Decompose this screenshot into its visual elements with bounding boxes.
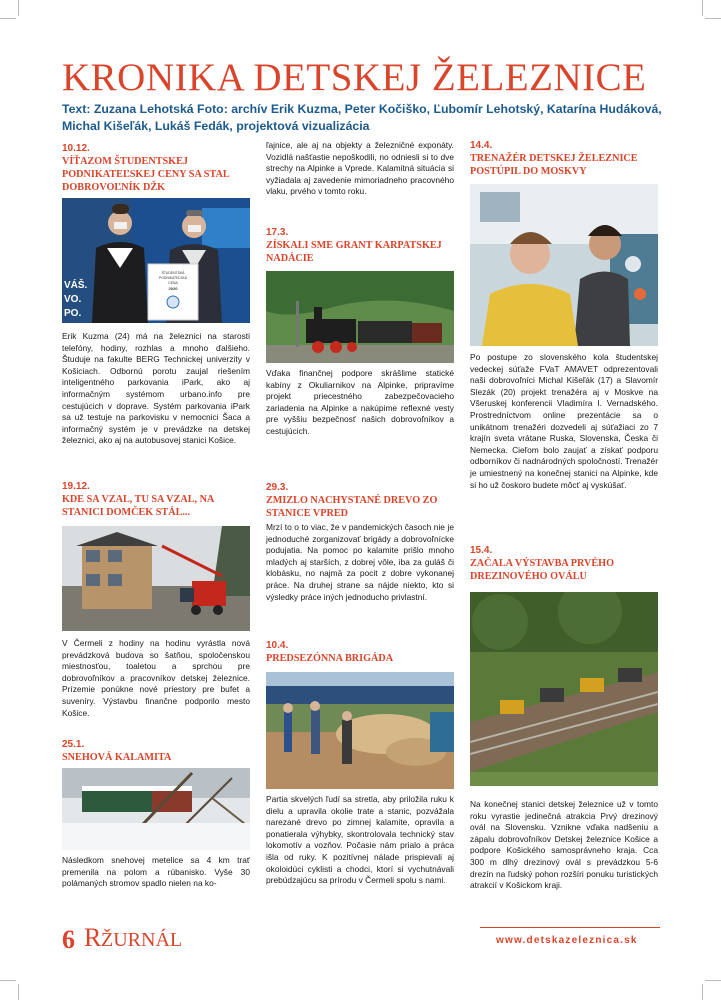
crop-mark <box>705 18 721 19</box>
article-date: 19.12. <box>62 481 90 492</box>
page-number: 6 <box>62 925 75 954</box>
article-date: 10.4. <box>266 640 289 651</box>
article-date: 17.3. <box>266 227 289 238</box>
footer-rule <box>480 927 660 928</box>
photo-steam-train <box>266 271 454 363</box>
photo-simulator <box>470 184 658 346</box>
article-date: 29.3. <box>266 482 289 493</box>
page-title: KRONIKA DETSKEJ ŽELEZNICE <box>62 56 647 99</box>
article-25-1 <box>62 739 252 764</box>
article-body: Na konečnej stanici detskej železnice už v tomto roku vyrastie jedinečná atrakcia Prvý drezinový ovál na Slovensku. Vznikne vďaka nadšeniu a zápalu dobrovoľníkov Detskej železnice Košice a podpore Košického samosprávneho kraja. Cca 300 m dlhý drezinový ovál s prevádzkou 5-6 drezín na ľudský pohon rozšíri ponuku turistických atrakcií v Košickom kraji. <box>470 799 658 891</box>
certificate-year: 2020 <box>168 286 178 291</box>
photo-work-party <box>266 672 454 789</box>
article-title: ZAČALA VÝSTAVBA PRVÉHO DREZINOVÉHO OVÁLU <box>470 558 614 582</box>
backdrop-text: VÁŠ. <box>64 280 88 291</box>
article-body: Vďaka finančnej podpore skrášlime statické kabíny z Okuliarnikov na Alpinke, pripravíme projekt priecestného zabezpečovacieho zariadenia na Alpinke a nakúpime reflexné vesty pre vyššiu bezpečnosť našich dobrovoľníkov a cestujúcich. <box>266 368 454 436</box>
article-date: 15.4. <box>470 545 493 556</box>
article-10-12 <box>62 143 252 194</box>
article-14-4 <box>470 140 660 178</box>
photo-building <box>62 526 250 631</box>
website-url[interactable]: www.detskazeleznica.sk <box>496 935 638 946</box>
certificate-title: CENA <box>168 281 178 285</box>
article-body: Následkom snehovej metelice sa 4 km trať premenila na polom a rúbanisko. Vyše 30 polámaných stromov spadlo nielen na ko- <box>62 855 250 889</box>
certificate-title: PODNIKATEĽSKÁ <box>158 276 188 280</box>
article-body: Partia skvelých ľudí sa stretla, aby priložila ruku k dielu a upravila okolie trate a stanic, pozvážala narezané drevo po zimnej kalamite, opravila a ponatierala výhybky, skontrolovala technický stav lokomotív a vozňov. Počasie nám prialo a práca išla od ruky. K pozitívnej nálade prispievali aj okoloidúci cyklisti a chodci, ktorí si vychutnávali prebúdzajúcu sa prírodu v Čermeli spolu s nami. <box>266 794 454 886</box>
logo-initial: R <box>84 923 102 952</box>
article-date: 14.4. <box>470 140 493 151</box>
article-29-3 <box>266 482 456 520</box>
article-title: TRENAŽÉR DETSKEJ ŽELEZNICE POSTÚPIL DO MOSKVY <box>470 153 638 177</box>
certificate-title: ŠTUDENTSKÁ <box>161 271 185 275</box>
article-19-12 <box>62 481 252 519</box>
crop-mark <box>18 984 19 1000</box>
magazine-logo <box>84 922 184 952</box>
article-title: SNEHOVÁ KALAMITA <box>62 752 172 763</box>
photo-credits: Text: Zuzana Lehotská Foto: archív Erik Kuzma, Peter Kočiško, Ľubomír Lehotský, Katarína Hudáková, Michal Kišeľák, Lukáš Fedák, projektová vizualizácia <box>62 102 662 133</box>
backdrop-text: PO. <box>64 308 82 319</box>
article-body: Erik Kuzma (24) má na železnici na starosti telefóny, hodiny, rozhlas a mnoho ďalšieho. Študuje na fakulte BERG Technickej univerzity v Košiciach. Odbornú porotu zaujal riešením inteligentného parkovania iPark, ako aj informačným systémom urbano.info pre cestujúcich v doprave. Systém parkovania iPark sa už testuje na parkovisku v nemocnici Šaca a informačný systém je v prevádzke na detskej železnici, ako aj na autobusovej stanici Košice. <box>62 331 250 446</box>
article-title: VÍŤAZOM ŠTUDENTSKEJ PODNIKATEĽSKEJ CENY SA STAL DOBROVOĽNÍK DŽK <box>62 156 230 193</box>
photo-draisine-visualization <box>470 592 658 786</box>
article-body: V Čermeli z hodiny na hodinu vyrástla nová prevádzková budova so šatňou, spoločenskou miestnosťou, toaletou a sprchou pre dobrovoľníkov a pracovníkov detskej železnice. Prízemie ponúkne nové priestory pre bufet a suveníry. Výstavbu finančne podporilo mesto Košice. <box>62 638 250 718</box>
crop-mark <box>705 980 721 981</box>
crop-mark <box>702 0 703 16</box>
backdrop-text: VO. <box>64 294 82 305</box>
crop-mark <box>0 980 16 981</box>
article-date: 25.1. <box>62 739 85 750</box>
article-date: 10.12. <box>62 143 90 154</box>
logo-wordmark: ŽURNÁL <box>101 929 183 951</box>
photo-award <box>62 198 250 323</box>
article-15-4 <box>470 545 660 583</box>
crop-mark <box>0 18 16 19</box>
article-title: ZÍSKALI SME GRANT KARPATSKEJ NADÁCIE <box>266 240 442 264</box>
article-title: KDE SA VZAL, TU SA VZAL, NA STANICI DOMČEK STÁL... <box>62 494 214 518</box>
photo-snow <box>62 768 250 850</box>
article-title: PREDSEZÓNNA BRIGÁDA <box>266 653 394 664</box>
article-body: Mrzí to o to viac, že v pandemických časoch nie je jednoduché zorganizovať brigády a dobrovoľnícke podujatia. Na pomoc po kalamite prišlo mnoho mladých aj starších, z dobrej vôle, iba za guláš či klobásku, no najmä za pocit z dobre vykonanej práce. Na druhej strane sa nájde niekto, kto si výsledky práce iných jednoducho privlastní. <box>266 522 454 602</box>
crop-mark <box>702 984 703 1000</box>
article-body-continued: ľajnice, ale aj na objekty a železničné exponáty. Vozidlá našťastie nepoškodili, no odniesli si to dve strechy na Alpinke a Vprede. Kalamitná situácia si vyžiadala aj zavedenie mimoriadneho pracovného vlaku, prvého v tomto roku. <box>266 140 454 197</box>
crop-mark <box>18 0 19 16</box>
article-17-3 <box>266 227 456 265</box>
article-body: Po postupe zo slovenského kola študentskej vedeckej súťaže FVaT AMAVET odprezentovali naši dobrovoľníci Michal Kišeľák (17) a Slavomír Slezák (20) projekt trenažéra aj v Moskve na Všeruskej konferencii Vladimíra I. Vernadského. Prostredníctvom online prezentácie sa o unikátnom trenažéri dozvedeli aj súťažiaci zo 7 krajín sveta vrátane Ruska, Slovenska, Česka či Nemecka. Cieľom bolo zaujať a získať podporu odborníkov či nadnárodných spoločností. Trenažér je umiestnený na konečnej stanici na Alpinke, kde si ho už čoskoro budete môcť aj vyskúšať. <box>470 352 658 490</box>
article-title: ZMIZLO NACHYSTANÉ DREVO ZO STANICE VPRED <box>266 495 438 519</box>
article-10-4 <box>266 640 456 665</box>
